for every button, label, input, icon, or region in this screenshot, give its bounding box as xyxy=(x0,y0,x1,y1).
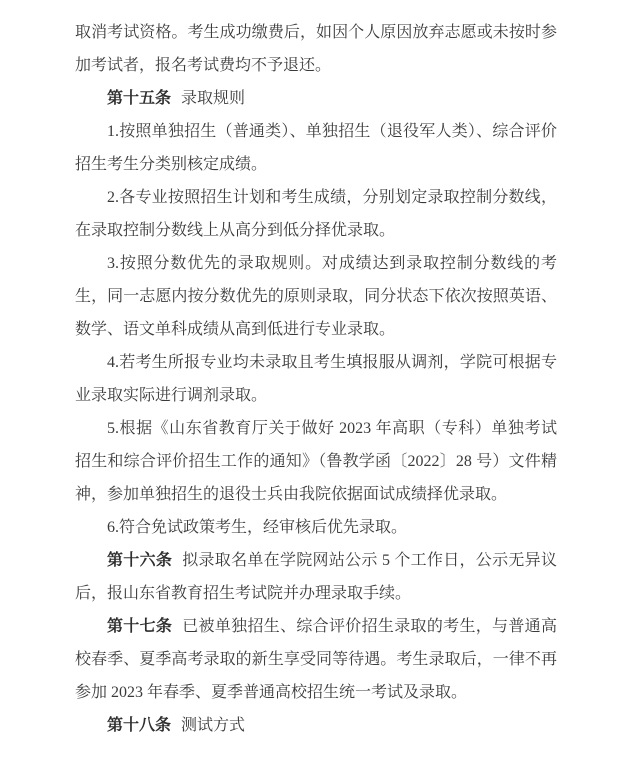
paragraph-text: 已被单独招生、综合评价招生录取的考生，与普通高校春季、夏季高考录取的新生享受同等待遇。考生录取后，一律不再参加 2023 年春季、夏季普通高校招生统一考试及录取。 xyxy=(75,618,557,701)
paragraph-text: 2.各专业按照招生计划和考生成绩，分别划定录取控制分数线，在录取控制分数线上从高分到低分择优录取。 xyxy=(75,189,557,239)
paragraph-text: 1.按照单独招生（普通类）、单独招生（退役军人类）、综合评价招生考生分类别核定成绩。 xyxy=(75,123,557,173)
paragraph-text: 录取规则 xyxy=(181,90,246,107)
paragraph xyxy=(75,247,557,346)
article-number: 第十六条 xyxy=(107,552,173,569)
article-number: 第十八条 xyxy=(107,717,172,734)
paragraph xyxy=(75,181,557,247)
paragraph xyxy=(75,511,557,544)
paragraph xyxy=(75,709,557,742)
paragraph xyxy=(75,610,557,709)
document-body xyxy=(75,16,557,742)
paragraph xyxy=(75,412,557,511)
paragraph-text: 4.若考生所报专业均未录取且考生填报服从调剂，学院可根据专业录取实际进行调剂录取。 xyxy=(75,354,557,404)
article-number: 第十五条 xyxy=(107,90,172,107)
article-number: 第十七条 xyxy=(107,618,173,635)
paragraph xyxy=(75,82,557,115)
paragraph xyxy=(75,16,557,82)
paragraph-text: 取消考试资格。考生成功缴费后，如因个人原因放弃志愿或未按时参加考试者，报名考试费均不予退还。 xyxy=(75,24,557,74)
paragraph-text: 6.符合免试政策考生，经审核后优先录取。 xyxy=(107,519,408,536)
paragraph xyxy=(75,544,557,610)
paragraph xyxy=(75,115,557,181)
paragraph-text: 3.按照分数优先的录取规则。对成绩达到录取控制分数线的考生，同一志愿内按分数优先的原则录取，同分状态下依次按照英语、数学、语文单科成绩从高到低进行专业录取。 xyxy=(75,255,557,338)
paragraph-text: 5.根据《山东省教育厅关于做好 2023 年高职（专科）单独考试招生和综合评价招生工作的通知》（鲁教学函〔2022〕28 号）文件精神，参加单独招生的退役士兵由我院依据面试成绩择优录取。 xyxy=(75,420,557,503)
paragraph xyxy=(75,346,557,412)
paragraph-text: 测试方式 xyxy=(181,717,246,734)
paragraph-text: 拟录取名单在学院网站公示 5 个工作日，公示无异议后，报山东省教育招生考试院并办理录取手续。 xyxy=(75,552,557,602)
